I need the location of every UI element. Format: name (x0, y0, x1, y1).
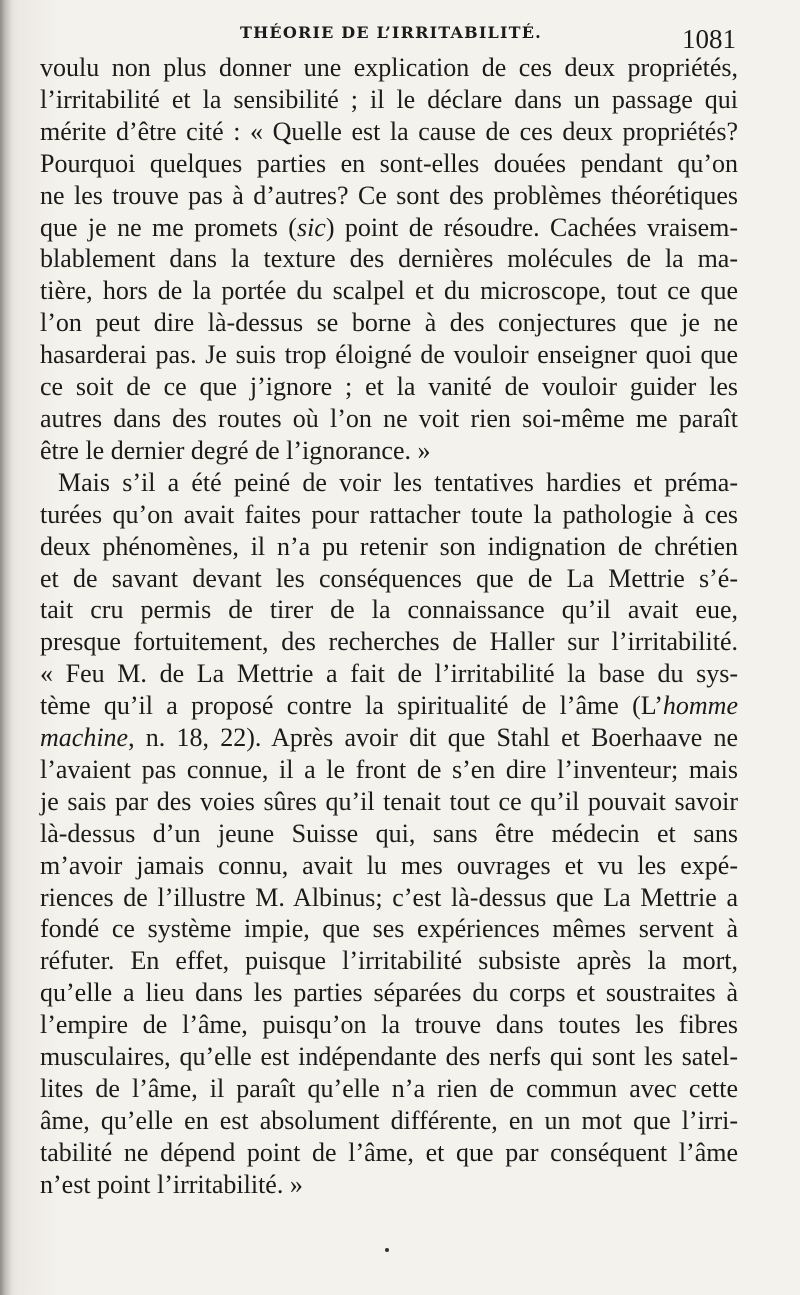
text-line: âme, qu’elle en est absolument différente, en un mot que l’irri- (40, 1105, 738, 1135)
page-number: 1081 (682, 24, 736, 54)
text-line: l’on peut dire là-dessus se borne à des conjectures que je ne (40, 308, 738, 338)
text-line: Pourquoi quelques parties en sont-elles douées pendant qu’on (40, 148, 738, 178)
text-line: presque fortuitement, des recherches de Haller sur l’irritabilité. (40, 627, 738, 657)
text-line: là-dessus d’un jeune Suisse qui, sans être médecin et sans (40, 818, 738, 848)
text-fragment: , n. 18, 22). Après avoir dit que Stahl et Boerhaave ne (128, 723, 738, 753)
text-line: je sais par des voies sûres qu’il tenait tout ce qu’il pouvait savoir (40, 786, 738, 816)
text-line (40, 690, 738, 722)
text-line: ne les trouve pas à d’autres? Ce sont des problèmes théorétiques (40, 180, 738, 210)
text-line: l’empire de l’âme, puisqu’on la trouve dans toutes les fibres (40, 1010, 738, 1040)
ink-speck (385, 1248, 389, 1252)
text-line: deux phénomènes, il n’a pu retenir son indignation de chrétien (40, 531, 738, 561)
text-line: riences de l’illustre M. Albinus; c’est là-dessus que La Mettrie a (40, 882, 738, 912)
text-line: qu’elle a lieu dans les parties séparées du corps et soustraites à (40, 978, 738, 1008)
text-line: ce soit de ce que j’ignore ; et la vanité de vouloir guider les (40, 372, 738, 402)
text-line: réfuter. En effet, puisque l’irritabilité subsiste après la mort, (40, 946, 738, 976)
text-line: lites de l’âme, il paraît qu’elle n’a rien de commun avec cette (40, 1074, 738, 1103)
text-line: tait cru permis de tirer de la connaissance qu’il avait eue, (40, 595, 738, 625)
text-line: l’avaient pas connue, il a le front de s’en dire l’inventeur; mais (40, 754, 738, 784)
text-fragment: ) point de résoudre. Cachées vraisem- (325, 212, 738, 242)
text-line: voulu non plus donner une explication de ces deux propriétés, (40, 53, 738, 82)
italic-fragment: homme (662, 691, 738, 721)
text-line: « Feu M. de La Mettrie a fait de l’irritabilité la base du sys- (40, 659, 738, 689)
text-line: tière, hors de la portée du scalpel et du microscope, tout ce que (40, 276, 738, 306)
running-title: THÉORIE DE L’IRRITABILITÉ. (240, 23, 542, 42)
text-line: blablement dans la texture des dernières molécules de la ma- (40, 244, 738, 274)
paragraph-start-line: Mais s’il a été peiné de voir les tentatives hardies et préma- (58, 467, 738, 497)
text-fragment: tème qu’il a proposé contre la spiritualité de l’âme (L’ (40, 691, 663, 721)
text-line: et de savant devant les conséquences que de La Mettrie s’é- (40, 563, 738, 593)
body-text (40, 52, 738, 1201)
text-line: turées qu’on avait faites pour rattacher toute la pathologie à ces (40, 499, 738, 529)
text-line: l’irritabilité et la sensibilité ; il le déclare dans un passage qui (40, 84, 738, 114)
text-line: n’est point l’irritabilité. » (40, 1169, 303, 1199)
italic-fragment: machine (40, 723, 129, 753)
text-line: fondé ce système impie, que ses expériences mêmes servent à (40, 914, 738, 944)
text-line: tabilité ne dépend point de l’âme, et que par conséquent l’âme (40, 1137, 738, 1167)
binding-shadow (0, 0, 12, 1295)
text-fragment: que je ne me promets ( (40, 212, 297, 242)
text-line: hasarderai pas. Je suis trop éloigné de vouloir enseigner quoi que (40, 340, 738, 370)
text-line: m’avoir jamais connu, avait lu mes ouvrages et vu les expé- (40, 850, 738, 880)
italic-fragment: sic (296, 212, 326, 242)
text-line: mérite d’être cité : « Quelle est la cause de ces deux propriétés? (40, 116, 738, 146)
text-line (40, 212, 738, 244)
text-line: musculaires, qu’elle est indépendante des nerfs qui sont les satel- (40, 1042, 738, 1072)
text-line: être le dernier degré de l’ignorance. » (40, 435, 431, 465)
text-line: autres dans des routes où l’on ne voit rien soi-même me paraît (40, 403, 738, 433)
text-line (40, 722, 738, 754)
